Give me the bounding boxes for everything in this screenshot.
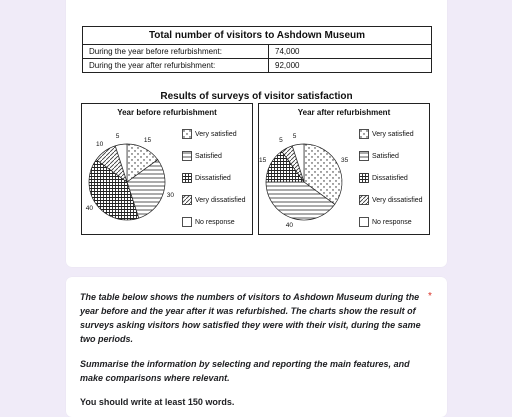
legend-item xyxy=(359,195,423,205)
slice-value-label: 35 xyxy=(340,157,349,165)
legend-swatch xyxy=(182,173,192,183)
legend-swatch xyxy=(182,129,192,139)
legend-label: Dissatisfied xyxy=(195,174,231,182)
question-paragraph: Summarise the information by selecting and reporting the main features, and make comparisons where relevant. xyxy=(80,359,410,383)
visitor-table-title: Total number of visitors to Ashdown Museum xyxy=(83,27,432,45)
question-paragraph: The table below shows the numbers of visitors to Ashdown Museum during the year before and the year after it was refurbished. The charts show the result of surveys asking visitors how satisfied they were with their visit, during the same two periods. xyxy=(80,292,421,344)
legend-label: No response xyxy=(195,218,235,226)
table-row xyxy=(83,59,432,73)
legend-label: Very dissatisfied xyxy=(195,196,246,204)
required-marker: * xyxy=(428,291,432,302)
slice-value-label: 10 xyxy=(95,140,104,148)
slice-value-label: 15 xyxy=(143,137,152,144)
chart-title: Year after refurbishment xyxy=(297,108,391,117)
table-cell-value: 92,000 xyxy=(269,59,432,73)
legend-label: Very satisfied xyxy=(195,130,237,138)
legend-item xyxy=(359,151,399,161)
legend-swatch xyxy=(359,129,369,139)
legend-item xyxy=(182,195,246,205)
question-text-card xyxy=(66,277,447,417)
survey-title: Results of surveys of visitor satisfaction xyxy=(160,91,353,102)
slice-value-label: 40 xyxy=(285,221,294,229)
legend-swatch xyxy=(359,217,369,227)
legend-label: Very dissatisfied xyxy=(372,196,423,204)
legend-item xyxy=(182,151,222,161)
table-cell-label: During the year after refurbishment: xyxy=(83,59,269,73)
slice-value-label: 30 xyxy=(166,192,174,200)
word-count-instruction: You should write at least 150 words. xyxy=(80,397,235,407)
legend-item xyxy=(182,217,235,227)
legend-swatch xyxy=(182,217,192,227)
legend-swatch xyxy=(182,195,192,205)
legend-label: No response xyxy=(372,218,412,226)
legend-swatch xyxy=(359,151,369,161)
legend-label: Satisfied xyxy=(372,152,399,160)
pie-chart-before xyxy=(81,103,253,235)
question-image-card xyxy=(66,0,447,267)
table-row xyxy=(83,45,432,59)
slice-value-label: 5 xyxy=(115,132,120,140)
legend-swatch xyxy=(359,173,369,183)
chart-title: Year before refurbishment xyxy=(117,108,217,117)
legend-label: Very satisfied xyxy=(372,130,414,138)
pie-chart-after xyxy=(258,103,430,235)
legend-swatch xyxy=(182,151,192,161)
slice-value-label: 5 xyxy=(292,132,297,140)
legend-item xyxy=(182,173,231,183)
legend-item xyxy=(182,129,237,139)
legend-item xyxy=(359,217,412,227)
legend-label: Dissatisfied xyxy=(372,174,408,182)
legend-swatch xyxy=(359,195,369,205)
table-cell-value: 74,000 xyxy=(269,45,432,59)
slice-value-label: 40 xyxy=(85,205,94,213)
slice-value-label: 15 xyxy=(259,157,267,165)
legend-item xyxy=(359,129,414,139)
table-cell-label: During the year before refurbishment: xyxy=(83,45,269,59)
slice-value-label: 5 xyxy=(279,137,283,144)
legend-label: Satisfied xyxy=(195,152,222,160)
legend-item xyxy=(359,173,408,183)
visitor-table xyxy=(82,26,432,73)
